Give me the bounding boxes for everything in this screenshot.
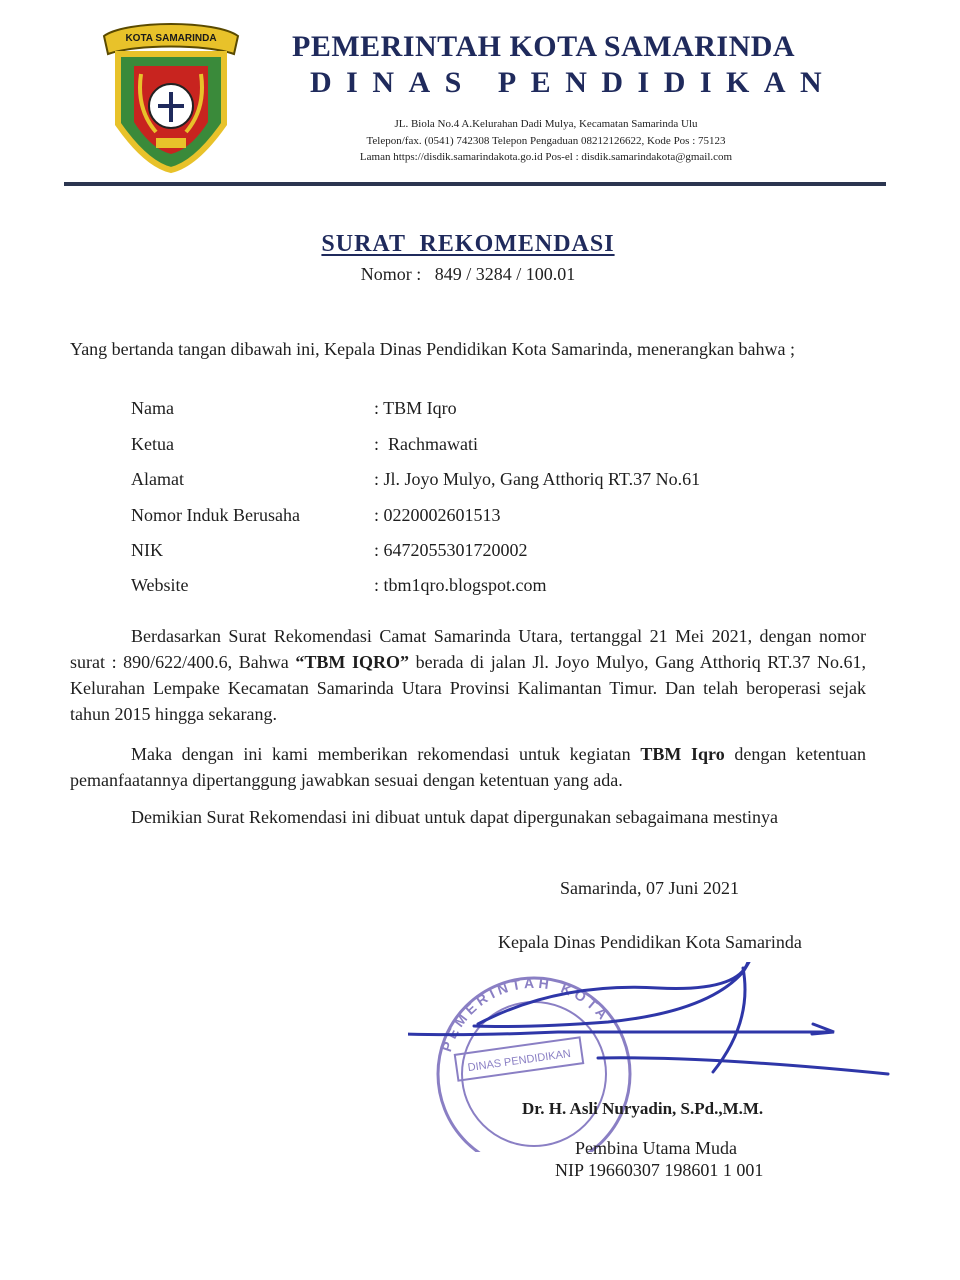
- paragraph-text: dengan ketentuan pemanfaatannya dipertanggung jawabkan sesuai dengan ketentuan yang ada.: [70, 744, 867, 790]
- intro-paragraph: Yang bertanda tangan dibawah ini, Kepala Dinas Pendidikan Kota Samarinda, menerangkan bahwa ;: [70, 339, 795, 359]
- field-row-alamat: [131, 469, 831, 497]
- field-value: : Rachmawati: [374, 434, 478, 454]
- letterhead-phone: Telepon/fax. (0541) 742308 Telepon Pengaduan 08212126622, Kode Pos : 75123: [366, 135, 726, 147]
- logo-text: KOTA SAMARINDA: [125, 33, 217, 44]
- field-label: Website: [131, 575, 189, 595]
- field-row-ketua: [131, 434, 831, 462]
- letterhead-divider: [64, 182, 886, 186]
- stamp-inner-text: DINAS PENDIDIKAN: [466, 1047, 572, 1075]
- paragraph-bold-name: “TBM IQRO”: [295, 652, 409, 672]
- paragraph-text: Maka dengan ini kami memberikan rekomendasi untuk kegiatan: [131, 744, 641, 764]
- field-row-nama: [131, 398, 831, 426]
- field-label: Ketua: [131, 434, 174, 454]
- paragraph-recommendation: [70, 741, 866, 793]
- field-value: : Jl. Joyo Mulyo, Gang Atthoriq RT.37 No.61: [374, 469, 701, 489]
- paragraph-basis: [70, 623, 866, 727]
- field-value: : tbm1qro.blogspot.com: [374, 575, 547, 595]
- paragraph-text: berada di jalan Jl. Joyo Mulyo, Gang Atthoriq RT.37 No.61, Kelurahan Lempake Kecamatan Samarinda Utara Provinsi Kalimantan Timur. Dan telah beroperasi sejak tahun 2015 hingga sekarang.: [70, 652, 866, 724]
- signature-place-date: Samarinda, 07 Juni 2021: [560, 878, 739, 898]
- svg-text:PEMERINTAH KOTA: [438, 975, 613, 1054]
- signatory-nip: NIP 19660307 198601 1 001: [555, 1160, 764, 1180]
- letter-title: SURAT REKOMENDASI: [321, 231, 615, 257]
- field-label: Alamat: [131, 469, 184, 489]
- letterhead-address: JL. Biola No.4 A.Kelurahan Dadi Mulya, Kecamatan Samarinda Ulu: [394, 118, 698, 130]
- letterhead-government: PEMERINTAH KOTA SAMARINDA: [292, 30, 796, 63]
- stamp-outer-text: PEMERINTAH KOTA: [438, 974, 614, 1054]
- samarinda-city-logo: [96, 14, 246, 174]
- signature-position: Kepala Dinas Pendidikan Kota Samarinda: [498, 932, 802, 952]
- paragraph-text: Berdasarkan Surat Rekomendasi Camat Samarinda Utara, tertanggal 21 Mei 2021, dengan nomor surat : 890/622/400.6, Bahwa: [70, 626, 866, 672]
- field-label: Nomor Induk Berusaha: [131, 505, 300, 525]
- signatory-name: Dr. H. Asli Nuryadin, S.Pd.,M.M.: [522, 1099, 764, 1118]
- field-value: : 0220002601513: [374, 505, 501, 525]
- field-row-website: [131, 575, 831, 603]
- letterhead-web: Laman https://disdik.samarindakota.go.id Pos-el : disdik.samarindakota@gmail.com: [359, 151, 733, 163]
- field-label: NIK: [131, 540, 163, 560]
- field-label: Nama: [131, 398, 174, 418]
- field-value: : TBM Iqro: [374, 398, 457, 418]
- field-row-nik: [131, 540, 831, 568]
- letter-number: Nomor : 849 / 3284 / 100.01: [360, 264, 576, 284]
- letterhead-department: DINAS PENDIDIKAN: [310, 66, 837, 99]
- field-value: : 6472055301720002: [374, 540, 528, 560]
- field-row-nib: [131, 505, 831, 533]
- handwritten-signature-icon: [408, 962, 888, 1074]
- signatory-rank: Pembina Utama Muda: [575, 1138, 737, 1158]
- paragraph-bold-name: TBM Iqro: [640, 744, 725, 764]
- official-stamp-and-signature: [408, 962, 898, 1152]
- paragraph-closing: Demikian Surat Rekomendasi ini dibuat untuk dapat dipergunakan sebagaimana mestinya: [131, 807, 779, 827]
